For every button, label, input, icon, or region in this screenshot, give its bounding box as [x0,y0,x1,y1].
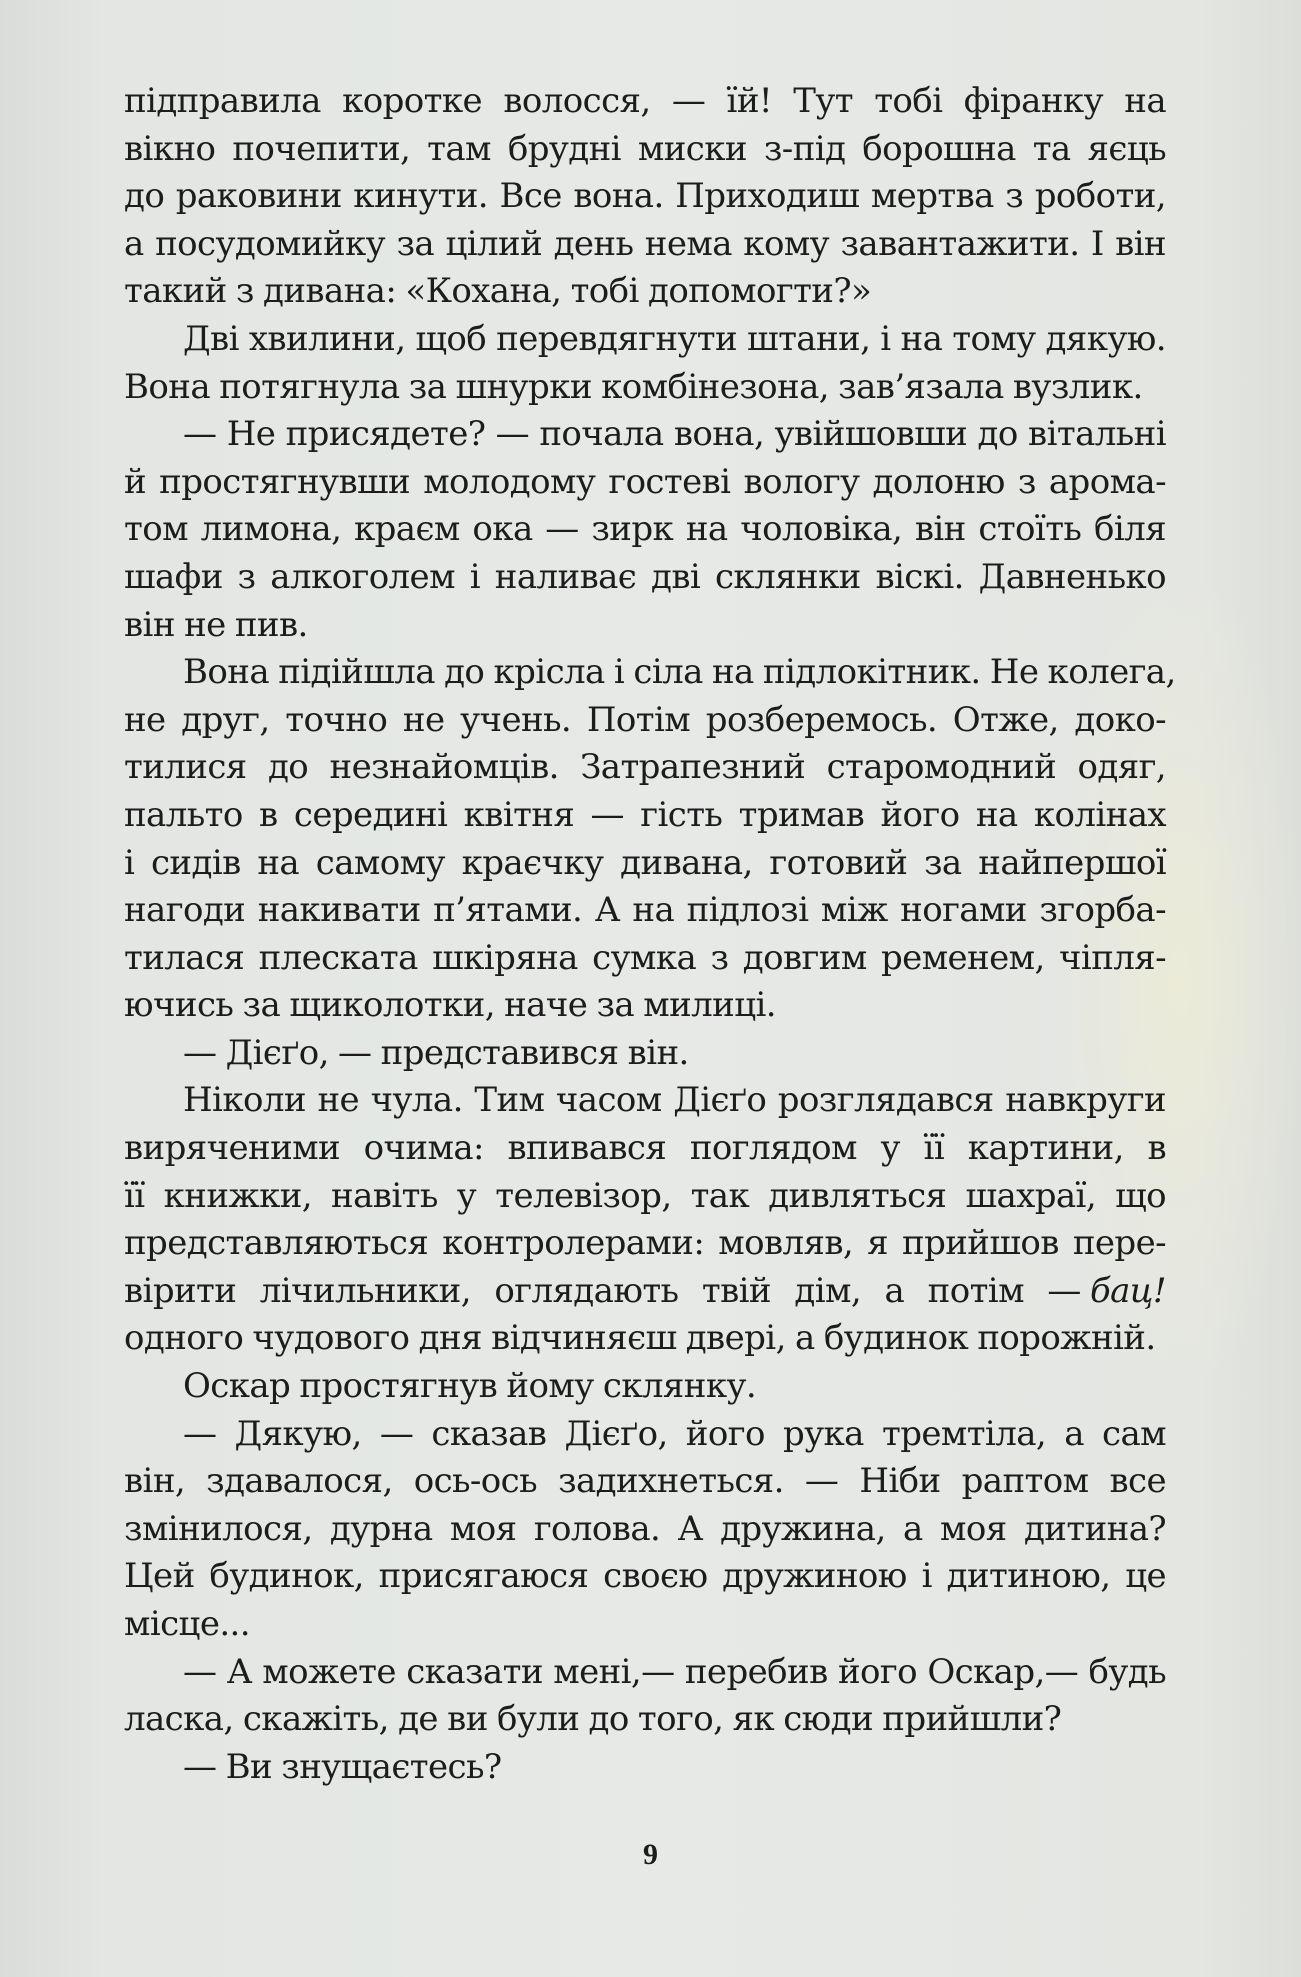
text-line: — Дієґо, — представився він. [183,1032,689,1073]
paragraph [124,649,1176,1030]
text-line: він не пив. [124,604,308,645]
paragraph [124,316,1166,411]
text-line: тилися до незнайомців. Затрапезний старомодний одяг, [124,747,1166,788]
text-line: і сидів на самому краєчку дивана, готовий за найпершої [124,842,1166,883]
paragraph [124,1411,1166,1649]
text-line: — Дякую, — сказав Дієґо, його рука тремтіла, а сам [183,1413,1166,1454]
text-line: й простягнувши молодому гостеві вологу долоню з арома- [124,461,1166,502]
paragraph [124,1649,1166,1744]
paragraph [124,78,1166,316]
text-line: — Ви знущаєтесь? [183,1746,502,1787]
text-line: шафи з алкоголем і наливає дві склянки віскі. Давненько [124,556,1166,597]
page-number: 9 [643,1838,658,1871]
text-line: а посудомийку за цілий день нема кому завантажити. І він [124,223,1166,264]
text-line: Вона підійшла до крісла і сіла на підлокітник. Не колега, [183,652,1176,693]
text-line: місце... [124,1604,250,1644]
body-text [124,78,1176,1791]
text-line: представляються контролерами: мовляв, я прийшов пере- [124,1223,1166,1264]
text-line: змінилося, дурна моя голова. А дружина, а моя дитина? [124,1508,1166,1549]
text-line: том лимона, краєм ока — зирк на чоловіка, він стоїть біля [124,509,1166,550]
text-line: одного чудового дня відчиняєш двері, а будинок порожній. [124,1318,1156,1359]
paragraph [124,1077,1166,1363]
text-line: Ніколи не чула. Тим часом Дієґо розглядався навкруги [183,1080,1166,1121]
text-line: тилася плескатa шкіряна сумка з довгим ременем, чіпля- [124,937,1166,978]
paragraph [124,1744,1166,1792]
text-line: Цей будинок, присягаюся своєю дружиною і дитиною, це [124,1556,1166,1597]
text-line: виряченими очима: впивався поглядом у її картини, в [124,1128,1166,1169]
text-line: Оскар простягнув йому склянку. [183,1366,757,1407]
text-line: пальто в середині квітня — гість тримав його на колінах [124,794,1166,835]
text-line: — Не присядете? — почала вона, увійшовши до вітальні [183,414,1166,455]
text-line: такий з дивана: «Кохана, тобі допомогти?» [124,271,872,312]
text-line: нагоди накивати п’ятами. А на підлозі між ногами згорба- [124,890,1166,931]
text-line: він, здавалося, ось-ось задихнеться. — Ніби раптом все [124,1461,1166,1502]
paragraph [124,1030,1166,1078]
text-line: Вона потягнула за шнурки комбінезона, зав’язала вузлик. [124,366,1143,407]
text-line: підправила коротке волосся, — їй! Тут тобі фіранку на [124,81,1166,121]
text-line: Дві хвилини, щоб перевдягнути штани, і на тому дякую. [183,318,1166,359]
text-line: ласка, скажіть, де ви були до того, як сюди прийшли? [124,1699,1062,1740]
text-line: — А можете сказати мені,— перебив його Оскар,— будь [183,1651,1166,1692]
italic-word: бац! [1089,1270,1166,1311]
text-line: ючись за щиколотки, наче за милиці. [124,985,776,1026]
text-line-with-italic [124,1268,1166,1316]
text-line: не друг, точно не учень. Потім розберемось. Отже, доко- [124,699,1166,740]
text-line: її книжки, навіть у телевізор, так дивляться шахраї, що [124,1175,1166,1216]
paragraph [124,1363,1166,1411]
text-segment: вірити лічильники, оглядають твій дім, а потім — [124,1270,1090,1311]
text-line: до раковини кинути. Все вона. Приходиш мертва з роботи, [124,176,1166,217]
text-line: вікно почепити, там брудні миски з-під борошна та яєць [124,128,1166,169]
paragraph [124,411,1166,649]
